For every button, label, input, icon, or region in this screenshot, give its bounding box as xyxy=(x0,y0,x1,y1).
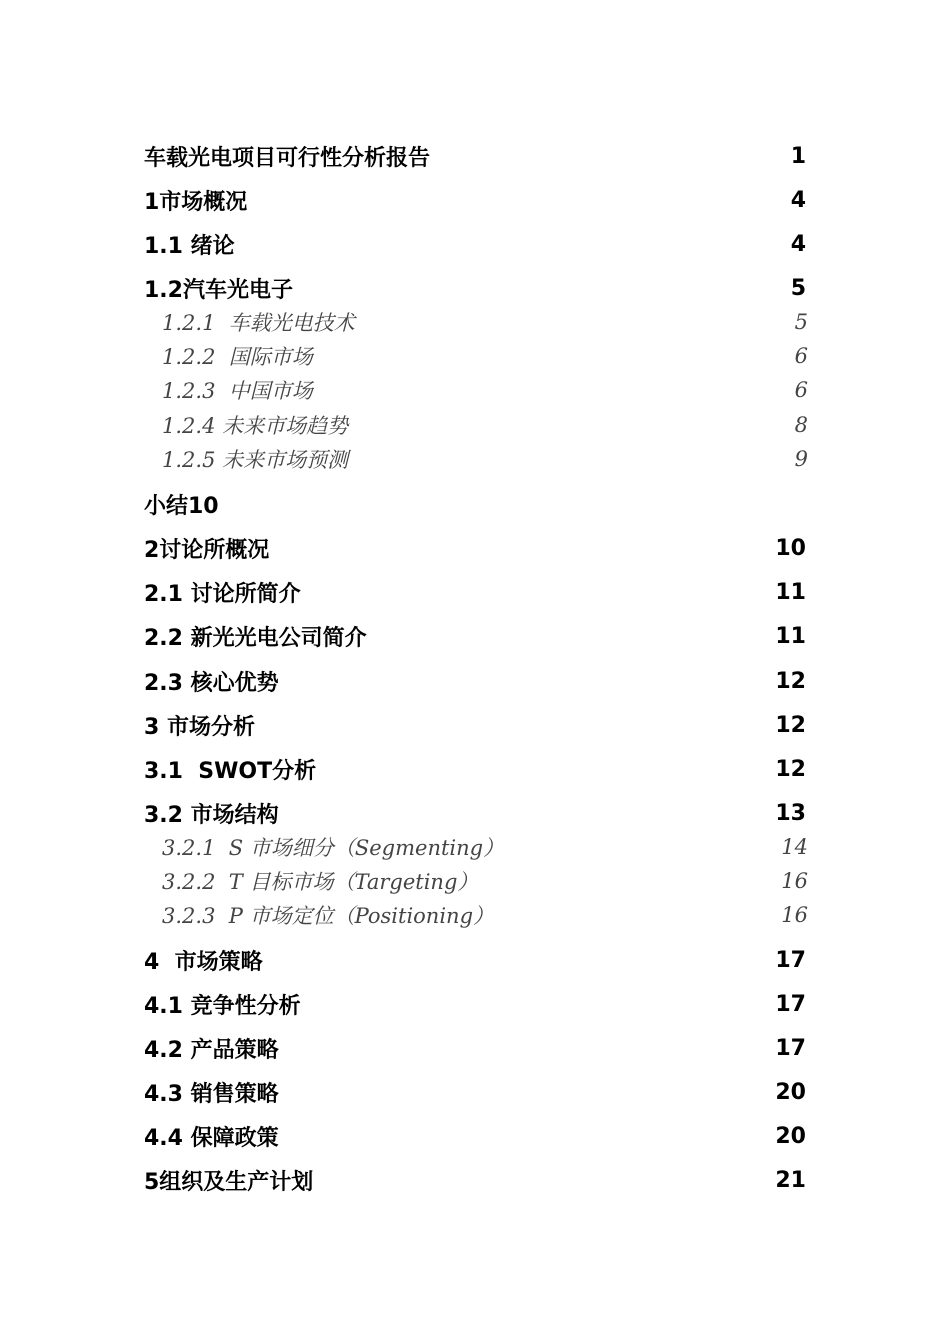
toc-entry-page: 17 xyxy=(775,947,806,973)
toc-entry-title: 1.2汽车光电子 xyxy=(144,277,293,303)
toc-entry-page: 17 xyxy=(775,991,806,1017)
toc-entry xyxy=(144,533,806,563)
toc-entry xyxy=(144,710,806,740)
toc-subentry xyxy=(162,308,808,336)
toc-entry-title: 1.2.4 未来市场趋势 xyxy=(162,414,349,438)
toc-entry-title: 2.2 新光光电公司简介 xyxy=(144,625,367,651)
toc-entry-title: 1.2.1 车载光电技术 xyxy=(162,311,355,335)
toc-entry xyxy=(144,273,806,303)
toc-entry-page: 16 xyxy=(781,869,808,893)
toc-entry-title: 3.2.1 S 市场细分（Segmenting） xyxy=(162,836,505,860)
toc-entry-page: 12 xyxy=(775,756,806,782)
toc-entry xyxy=(144,1033,806,1063)
toc-entry-page: 8 xyxy=(794,413,808,437)
toc-entry-title: 3.1 SWOT分析 xyxy=(144,758,317,784)
toc-entry-page: 12 xyxy=(775,668,806,694)
toc-entry-title: 1.2.3 中国市场 xyxy=(162,379,313,403)
toc-entry-title: 3.2 市场结构 xyxy=(144,802,279,828)
toc-entry xyxy=(144,945,806,975)
toc-subentry xyxy=(162,376,808,404)
toc-entry-page: 10 xyxy=(775,535,806,561)
toc-subentry xyxy=(162,411,808,439)
toc-entry-page: 20 xyxy=(775,1123,806,1149)
toc-entry-title: 4.4 保障政策 xyxy=(144,1125,279,1151)
toc-entry-page: 4 xyxy=(790,187,806,213)
toc-entry-title: 1市场概况 xyxy=(144,189,248,215)
toc-entry-title: 3.2.2 T 目标市场（Targeting） xyxy=(162,870,479,894)
toc-entry-title: 2.3 核心优势 xyxy=(144,670,279,696)
toc-entry-title: 4.2 产品策略 xyxy=(144,1037,279,1063)
toc-subentry xyxy=(162,445,808,473)
toc-entry-title: 3 市场分析 xyxy=(144,714,255,740)
toc-entry-page: 5 xyxy=(790,275,806,301)
toc-entry-title: 车载光电项目可行性分析报告 xyxy=(144,145,431,171)
toc-entry-page: 14 xyxy=(781,835,808,859)
toc-entry xyxy=(144,621,806,651)
toc-entry-title: 3.2.3 P 市场定位（Positioning） xyxy=(162,904,495,928)
toc-entry-title: 5组织及生产计划 xyxy=(144,1169,314,1195)
toc-entry xyxy=(144,1077,806,1107)
toc-entry-title: 1.2.5 未来市场预测 xyxy=(162,448,349,472)
toc-entry-title: 2讨论所概况 xyxy=(144,537,270,563)
toc-entry-title: 1.1 绪论 xyxy=(144,233,235,259)
toc-entry-title: 小结10 xyxy=(144,493,219,519)
toc-entry-page: 6 xyxy=(794,344,808,368)
toc-entry xyxy=(144,989,806,1019)
toc-entry-page: 9 xyxy=(794,447,808,471)
toc-entry-page: 4 xyxy=(790,231,806,257)
toc-entry-title: 2.1 讨论所简介 xyxy=(144,581,301,607)
toc-entry-page: 5 xyxy=(794,310,808,334)
toc-subentry xyxy=(162,901,808,929)
toc-entry-page: 21 xyxy=(775,1167,806,1193)
toc-entry-page: 20 xyxy=(775,1079,806,1105)
toc-entry-title: 4.3 销售策略 xyxy=(144,1081,279,1107)
toc-entry xyxy=(144,229,806,259)
toc-entry xyxy=(144,1121,806,1151)
toc-entry xyxy=(144,141,806,171)
toc-subentry xyxy=(162,867,808,895)
toc-entry-page: 11 xyxy=(775,623,806,649)
toc-entry-title: 4.1 竞争性分析 xyxy=(144,993,301,1019)
toc-entry xyxy=(144,666,806,696)
toc-entry xyxy=(144,754,806,784)
toc-entry xyxy=(144,1165,806,1195)
toc-subentry xyxy=(162,342,808,370)
toc-entry-page: 11 xyxy=(775,579,806,605)
toc-entry-page: 13 xyxy=(775,800,806,826)
toc-entry xyxy=(144,798,806,828)
toc-entry xyxy=(144,577,806,607)
toc-subentry xyxy=(162,833,808,861)
toc-entry-page: 17 xyxy=(775,1035,806,1061)
toc-entry-page: 6 xyxy=(794,378,808,402)
toc-entry-title: 4 市场策略 xyxy=(144,949,263,975)
toc-entry-title: 1.2.2 国际市场 xyxy=(162,345,313,369)
toc-entry-page: 16 xyxy=(781,903,808,927)
toc-entry-page: 1 xyxy=(790,143,806,169)
toc-entry xyxy=(144,185,806,215)
toc-entry xyxy=(144,489,806,519)
toc-entry-page: 12 xyxy=(775,712,806,738)
